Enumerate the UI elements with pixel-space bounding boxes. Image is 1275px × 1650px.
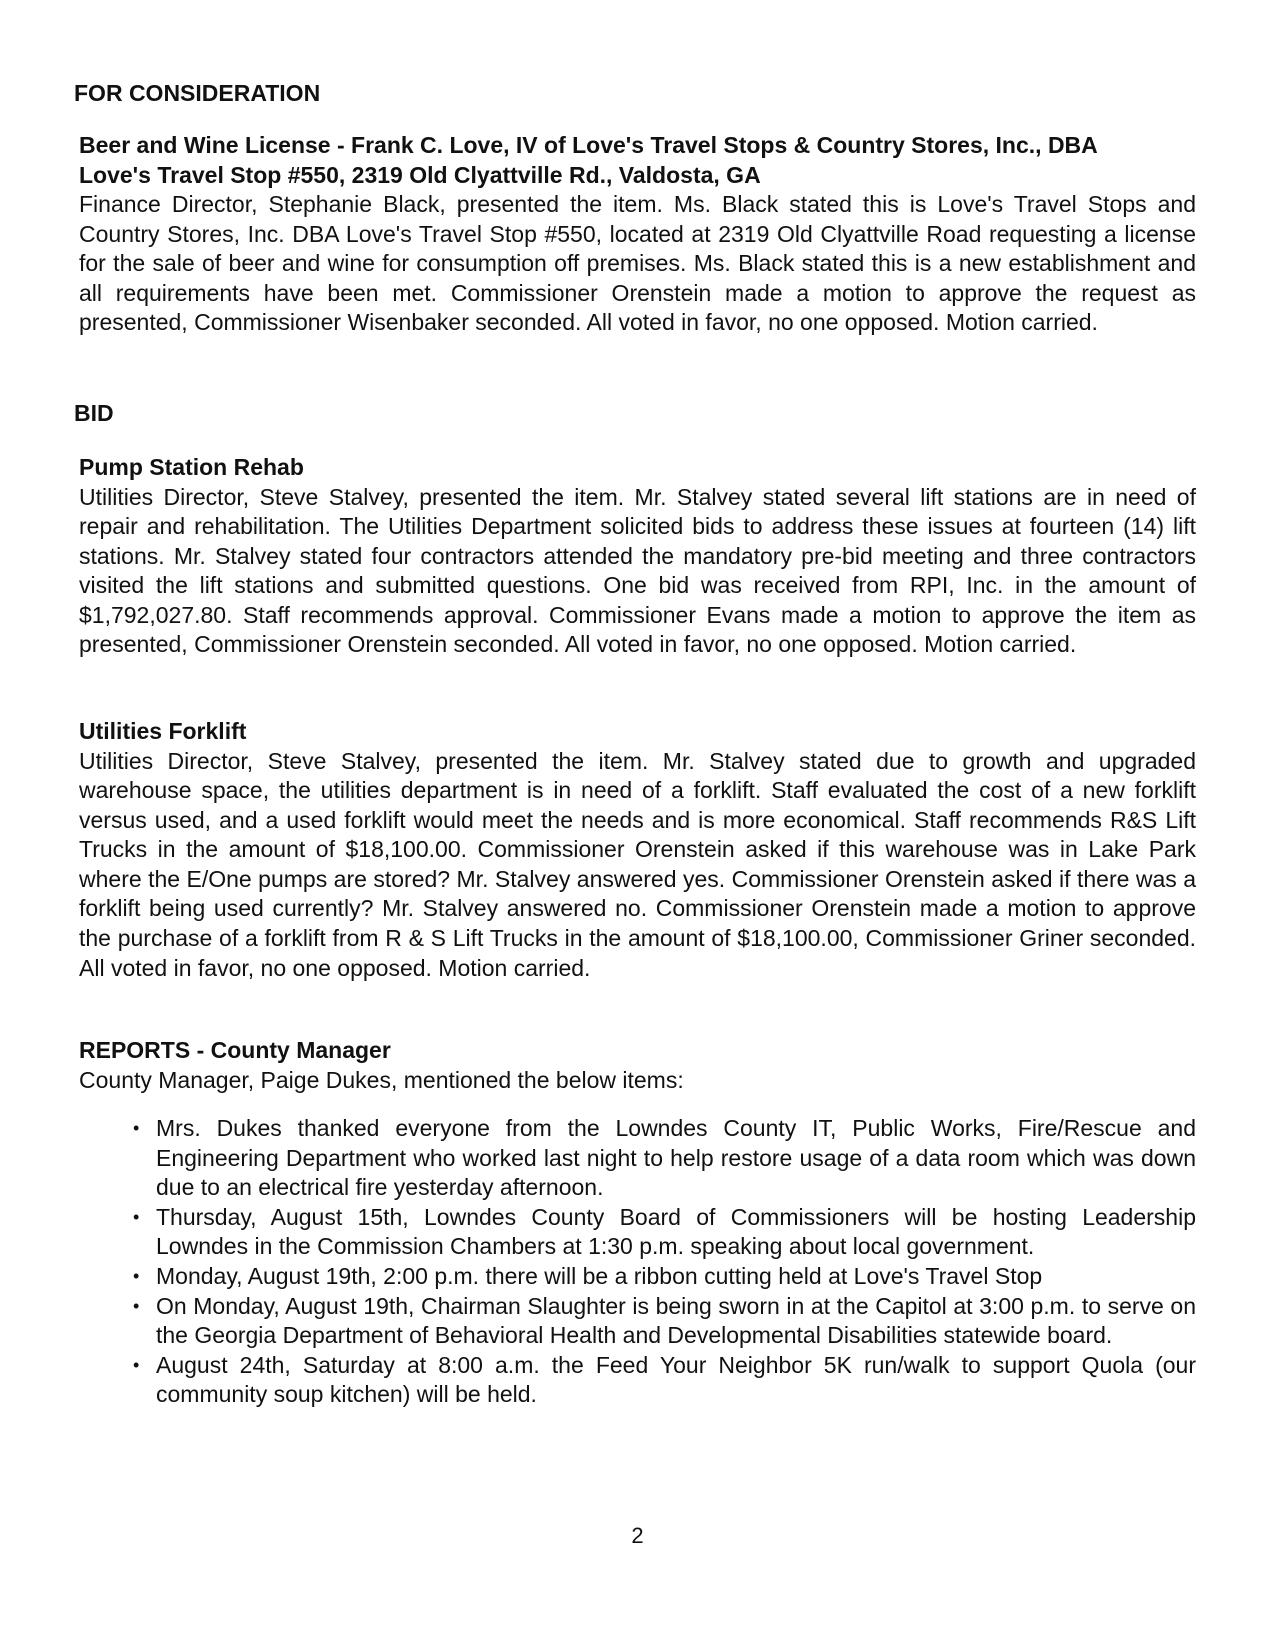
beer-wine-license-title-line1: Beer and Wine License - Frank C. Love, IV of Love's Travel Stops & Country Stores, Inc., DBA — [79, 132, 1098, 158]
beer-wine-license-item — [79, 131, 1196, 338]
pump-station-body: Utilities Director, Steve Stalvey, presented the item. Mr. Stalvey stated several lift stations are in need of repair and rehabilitation. The Utilities Department solicited bids to address these issues at fourteen (14) lift stations. Mr. Stalvey stated four contractors attended the mandatory pre-bid meeting and three contractors visited the lift stations and submitted questions. One bid was received from RPI, Inc. in the amount of $1,792,027.80. Staff recommends approval. Commissioner Evans made a motion to approve the item as presented, Commissioner Orenstein seconded. All voted in favor, no one opposed. Motion carried. — [79, 483, 1196, 658]
list-item-text: August 24th, Saturday at 8:00 a.m. the Feed Your Neighbor 5K run/walk to support Quola (our community soup kitchen) will be held. — [156, 1351, 1196, 1408]
pump-station-title: Pump Station Rehab — [79, 454, 304, 480]
reports-bullet-list — [130, 1114, 1196, 1410]
list-item — [130, 1292, 1196, 1351]
forklift-item — [79, 717, 1196, 983]
reports-section — [79, 1036, 1196, 1095]
list-item — [130, 1262, 1196, 1292]
bid-heading: BID — [74, 400, 114, 426]
list-item — [130, 1203, 1196, 1262]
list-item-text: Thursday, August 15th, Lowndes County Board of Commissioners will be hosting Leadership Lowndes in the Commission Chambers at 1:30 p.m. speaking about local government. — [156, 1203, 1196, 1260]
list-item-text: Monday, August 19th, 2:00 p.m. there will be a ribbon cutting held at Love's Travel Stop — [156, 1262, 1043, 1289]
list-item-text: On Monday, August 19th, Chairman Slaughter is being sworn in at the Capitol at 3:00 p.m. to serve on the Georgia Department of Behavioral Health and Developmental Disabilities statewide board. — [156, 1292, 1196, 1349]
beer-wine-license-title-line2: Love's Travel Stop #550, 2319 Old Clyattville Rd., Valdosta, GA — [79, 161, 761, 188]
forklift-body: Utilities Director, Steve Stalvey, presented the item. Mr. Stalvey stated due to growth and upgraded warehouse space, the utilities department is in need of a forklift. Staff evaluated the cost of a new forklift versus used, and a used forklift would meet the needs and is more economical. Staff recommends R&S Lift Trucks in the amount of $18,100.00. Commissioner Orenstein asked if this warehouse was in Lake Park where the E/One pumps are stored? Mr. Stalvey answered yes. Commissioner Orenstein asked if there was a forklift being used currently? Mr. Stalvey answered no. Commissioner Orenstein made a motion to approve the purchase of a forklift from R & S Lift Trucks in the amount of $18,100.00, Commissioner Griner seconded. All voted in favor, no one opposed. Motion carried. — [79, 747, 1196, 981]
reports-intro: County Manager, Paige Dukes, mentioned the below items: — [79, 1066, 684, 1093]
list-item-text: Mrs. Dukes thanked everyone from the Lowndes County IT, Public Works, Fire/Rescue and Engineering Department who worked last night to help restore usage of a data room which was down due to an electrical fire yesterday afternoon. — [156, 1115, 1196, 1201]
page-number: 2 — [631, 1523, 644, 1548]
list-item — [130, 1114, 1196, 1203]
bullet-icon: • — [133, 1354, 140, 1375]
for-consideration-heading: FOR CONSIDERATION — [74, 80, 321, 106]
reports-title: REPORTS - County Manager — [79, 1037, 391, 1063]
bullet-icon: • — [133, 1206, 140, 1227]
bullet-icon: • — [133, 1295, 140, 1316]
pump-station-item — [79, 453, 1196, 660]
bullet-icon: • — [133, 1265, 140, 1286]
beer-wine-license-body: Finance Director, Stephanie Black, presented the item. Ms. Black stated this is Love's Travel Stops and Country Stores, Inc. DBA Love's Travel Stop #550, located at 2319 Old Clyattville Road requesting a license for the sale of beer and wine for consumption off premises. Ms. Black stated this is a new establishment and all requirements have been met. Commissioner Orenstein made a motion to approve the request as presented, Commissioner Wisenbaker seconded. All voted in favor, no one opposed. Motion carried. — [79, 191, 1196, 336]
bullet-icon: • — [133, 1118, 140, 1138]
beer-wine-license-title — [79, 131, 1196, 190]
forklift-title: Utilities Forklift — [79, 718, 247, 744]
list-item — [130, 1351, 1196, 1410]
